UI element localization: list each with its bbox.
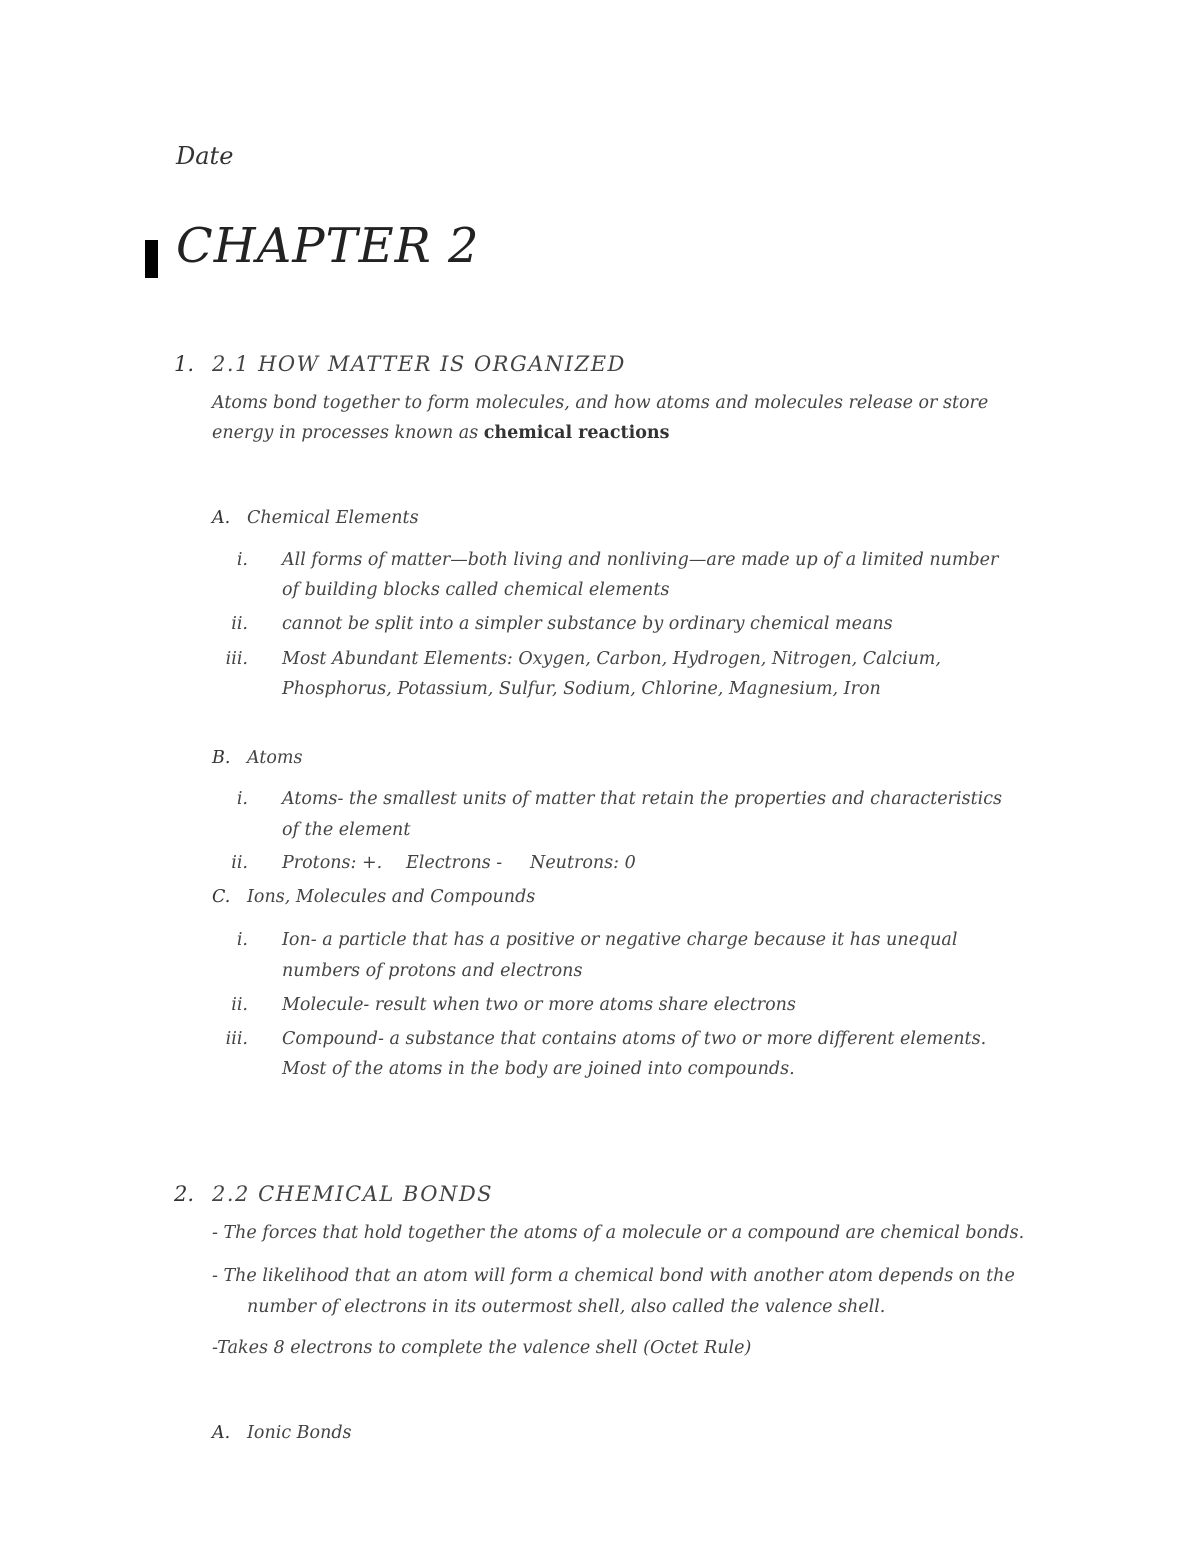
protons-charge: Protons: +. bbox=[282, 853, 383, 873]
chapter-title: CHAPTER 2 bbox=[176, 218, 480, 274]
list-item-roman: i. bbox=[236, 930, 248, 950]
chapter-marker-bar bbox=[145, 240, 158, 278]
subsection-c-title: Ions, Molecules and Compounds bbox=[247, 887, 536, 907]
subsection-b-title: Atoms bbox=[247, 748, 303, 768]
section-1-intro-line-1: Atoms bond together to form molecules, and how atoms and molecules release or store bbox=[212, 393, 989, 413]
list-item-text: Most of the atoms in the body are joined into compounds. bbox=[282, 1059, 795, 1079]
list-item-text: All forms of matter—both living and nonliving—are made up of a limited number bbox=[282, 550, 999, 570]
section-1-number: 1. bbox=[174, 352, 195, 376]
section-2-title: 2.2 CHEMICAL BONDS bbox=[212, 1182, 494, 1206]
list-item-text: cannot be split into a simpler substance by ordinary chemical means bbox=[282, 614, 893, 634]
list-item-text: of building blocks called chemical elements bbox=[282, 580, 670, 600]
subsection-2a-letter: A. bbox=[212, 1423, 231, 1443]
subsection-a-letter: A. bbox=[212, 508, 231, 528]
subsection-c-letter: C. bbox=[212, 887, 231, 907]
list-item-roman: iii. bbox=[225, 1029, 248, 1049]
section-2-paragraph-2-line-2: number of electrons in its outermost shell, also called the valence shell. bbox=[247, 1297, 886, 1317]
section-1-intro-line-2 bbox=[212, 423, 670, 443]
list-item-text: Phosphorus, Potassium, Sulfur, Sodium, Chlorine, Magnesium, Iron bbox=[282, 679, 881, 699]
neutrons-charge: Neutrons: 0 bbox=[530, 853, 636, 873]
section-2-paragraph-2-line-1: - The likelihood that an atom will form a chemical bond with another atom depends on the bbox=[212, 1266, 1015, 1286]
section-2-paragraph-1: - The forces that hold together the atoms of a molecule or a compound are chemical bonds. bbox=[212, 1223, 1025, 1243]
section-1-title: 2.1 HOW MATTER IS ORGANIZED bbox=[212, 352, 626, 376]
chemical-reactions-term: chemical reactions bbox=[483, 423, 670, 443]
date-label: Date bbox=[176, 142, 234, 170]
electrons-charge: Electrons - bbox=[406, 853, 503, 873]
list-item-text: numbers of protons and electrons bbox=[282, 961, 583, 981]
list-item-text: Ion- a particle that has a positive or negative charge because it has unequal bbox=[282, 930, 958, 950]
subsection-2a-title: Ionic Bonds bbox=[247, 1423, 352, 1443]
subsection-b-letter: B. bbox=[212, 748, 231, 768]
list-item-text: of the element bbox=[282, 820, 411, 840]
list-item-roman: ii. bbox=[231, 995, 248, 1015]
list-item-text: Most Abundant Elements: Oxygen, Carbon, Hydrogen, Nitrogen, Calcium, bbox=[282, 649, 941, 669]
section-2-number: 2. bbox=[174, 1182, 195, 1206]
subsection-a-title: Chemical Elements bbox=[247, 508, 419, 528]
list-item-roman: i. bbox=[236, 550, 248, 570]
section-2-paragraph-3: -Takes 8 electrons to complete the valence shell (Octet Rule) bbox=[212, 1338, 752, 1358]
list-item-roman: iii. bbox=[225, 649, 248, 669]
list-item-text: Compound- a substance that contains atoms of two or more different elements. bbox=[282, 1029, 987, 1049]
list-item-roman: i. bbox=[236, 789, 248, 809]
intro-text: energy in processes known as bbox=[212, 423, 484, 443]
list-item-roman: ii. bbox=[231, 614, 248, 634]
list-item-roman: ii. bbox=[231, 853, 248, 873]
list-item-text: Atoms- the smallest units of matter that retain the properties and characteristics bbox=[282, 789, 1003, 809]
list-item-text: Molecule- result when two or more atoms share electrons bbox=[282, 995, 796, 1015]
